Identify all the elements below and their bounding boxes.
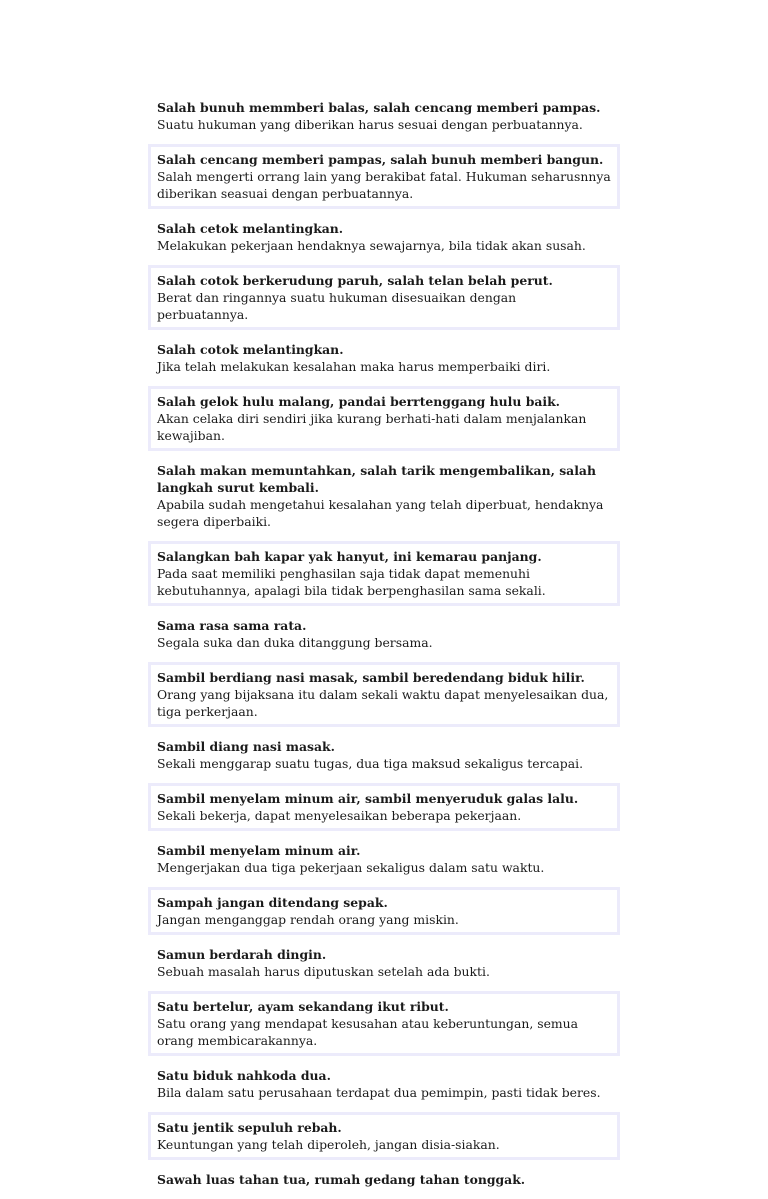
proverb-meaning: Berat dan ringannya suatu hukuman disesuaikan dengan perbuatannya. [157, 290, 517, 322]
proverb-entry [148, 1164, 620, 1195]
proverb-text: Sambil menyelam minum air, sambil menyeruduk galas lalu. [157, 791, 579, 806]
proverb-text: Satu bertelur, ayam sekandang ikut ribut. [157, 999, 449, 1014]
proverb-text: Samun berdarah dingin. [157, 947, 327, 962]
proverb-text: Salah cotok berkerudung paruh, salah telan belah perut. [157, 273, 553, 288]
proverb-meaning: Sekali menggarap suatu tugas, dua tiga maksud sekaligus tercapai. [157, 756, 584, 771]
proverb-meaning: Melakukan pekerjaan hendaknya sewajarnya, bila tidak akan susah. [157, 238, 586, 253]
proverb-meaning: Suatu hukuman yang diberikan harus sesuai dengan perbuatannya. [157, 117, 583, 132]
proverb-meaning: Bila dalam satu perusahaan terdapat dua pemimpin, pasti tidak beres. [157, 1085, 601, 1100]
proverb-text: Salah makan memuntahkan, salah tarik mengembalikan, salah langkah surut kembali. [157, 463, 596, 495]
proverb-entry [148, 213, 620, 261]
proverb-entry [148, 783, 620, 831]
proverb-entry [148, 541, 620, 606]
proverb-text: Sambil diang nasi masak. [157, 739, 335, 754]
proverb-entry [148, 662, 620, 727]
proverb-list [148, 92, 620, 1199]
proverb-meaning: Jika telah melakukan kesalahan maka harus memperbaiki diri. [157, 359, 551, 374]
proverb-text: Salangkan bah kapar yak hanyut, ini kemarau panjang. [157, 549, 542, 564]
proverb-entry [148, 386, 620, 451]
proverb-entry [148, 939, 620, 987]
proverb-meaning: Satu orang yang mendapat kesusahan atau keberuntungan, semua orang membicarakannya. [157, 1016, 579, 1048]
proverb-meaning: Sebuah masalah harus diputuskan setelah ada bukti. [157, 964, 490, 979]
proverb-meaning: Keuntungan yang telah diperoleh, jangan disia-siakan. [157, 1137, 500, 1152]
proverb-entry [148, 1060, 620, 1108]
proverb-entry [148, 92, 620, 140]
proverb-text: Satu jentik sepuluh rebah. [157, 1120, 342, 1135]
proverb-meaning: Jangan menganggap rendah orang yang miskin. [157, 912, 459, 927]
proverb-text: Satu biduk nahkoda dua. [157, 1068, 331, 1083]
proverb-text: Salah cotok melantingkan. [157, 342, 344, 357]
proverb-text: Sambil menyelam minum air. [157, 843, 361, 858]
proverb-meaning: Sekali bekerja, dapat menyelesaikan beberapa pekerjaan. [157, 808, 522, 823]
proverb-entry [148, 265, 620, 330]
proverb-text: Salah gelok hulu malang, pandai berrtenggang hulu baik. [157, 394, 560, 409]
proverb-meaning: Salah mengerti orrang lain yang berakibat fatal. Hukuman seharusnnya diberikan seasuai dengan perbuatannya. [157, 169, 611, 201]
proverb-text: Salah cetok melantingkan. [157, 221, 344, 236]
proverb-entry [148, 835, 620, 883]
proverb-text: Sawah luas tahan tua, rumah gedang tahan tonggak. [157, 1172, 526, 1187]
proverb-entry [148, 144, 620, 209]
proverb-text: Sambil berdiang nasi masak, sambil beredendang biduk hilir. [157, 670, 585, 685]
proverb-text: Sampah jangan ditendang sepak. [157, 895, 388, 910]
proverb-entry [148, 610, 620, 658]
proverb-text: Salah cencang memberi pampas, salah bunuh memberi bangun. [157, 152, 604, 167]
proverb-meaning: Akan celaka diri sendiri jika kurang berhati-hati dalam menjalankan kewajiban. [157, 411, 587, 443]
proverb-entry [148, 887, 620, 935]
proverb-entry [148, 334, 620, 382]
proverb-entry [148, 455, 620, 537]
proverb-meaning: Orang yang bijaksana itu dalam sekali waktu dapat menyelesaikan dua, tiga perkerjaan. [157, 687, 609, 719]
proverb-meaning: Pada saat memiliki penghasilan saja tidak dapat memenuhi kebutuhannya, apalagi bila tidak berpenghasilan sama sekali. [157, 566, 546, 598]
proverb-entry [148, 731, 620, 779]
proverb-meaning: Apabila sudah mengetahui kesalahan yang telah diperbuat, hendaknya segera diperbaiki. [157, 497, 604, 529]
proverb-entry [148, 1112, 620, 1160]
proverb-meaning: Segala suka dan duka ditanggung bersama. [157, 635, 433, 650]
proverb-text: Sama rasa sama rata. [157, 618, 307, 633]
proverb-text: Salah bunuh memmberi balas, salah cencang memberi pampas. [157, 100, 601, 115]
proverb-meaning: Mengerjakan dua tiga pekerjaan sekaligus dalam satu waktu. [157, 860, 545, 875]
